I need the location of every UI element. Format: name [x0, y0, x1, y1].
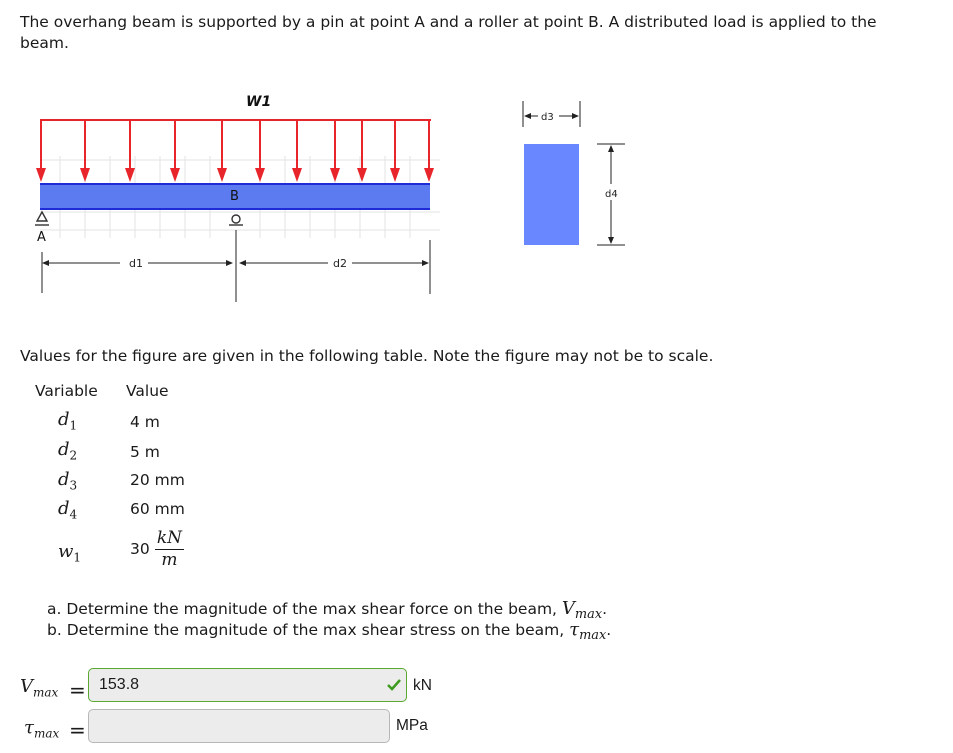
- vmax-label: $V_{max}$: [20, 676, 59, 700]
- d1-label: d1: [129, 257, 143, 270]
- value-d4: 60 mm: [130, 500, 185, 518]
- value-w1-unit: [155, 528, 184, 570]
- roller-support-b: [229, 215, 243, 225]
- unit-denominator: m: [161, 550, 178, 570]
- point-a-label: A: [37, 230, 46, 245]
- pin-support-a: [35, 212, 49, 225]
- value-d3: 20 mm: [130, 471, 185, 489]
- cross-section: [524, 144, 579, 245]
- check-icon: [386, 678, 402, 692]
- distributed-load-arrows: [36, 120, 434, 182]
- var-w1: $w_1$: [58, 541, 82, 565]
- value-w1-number: 30: [130, 540, 150, 558]
- var-d4: $d_4$: [58, 498, 78, 522]
- dimension-lines: [42, 230, 430, 302]
- header-variable: Variable: [35, 382, 98, 400]
- vmax-input[interactable]: [88, 668, 407, 702]
- tmax-label: $\tau_{max}$: [24, 717, 60, 741]
- d2-label: d2: [333, 257, 347, 270]
- tmax-input[interactable]: [88, 709, 390, 743]
- question-a: a. Determine the magnitude of the max shear force on the beam, $V_{max}$.: [47, 598, 608, 623]
- question-b: b. Determine the magnitude of the max shear stress on the beam, $\tau_{max}$.: [47, 619, 612, 644]
- beam-figure: [0, 80, 953, 310]
- tmax-unit: MPa: [396, 717, 428, 734]
- tmax-equals: =: [69, 718, 86, 742]
- value-w1: [130, 528, 184, 570]
- d4-label: d4: [605, 189, 618, 200]
- d3-label: d3: [541, 112, 554, 123]
- value-d2: 5 m: [130, 443, 160, 461]
- var-d2: $d_2$: [58, 439, 78, 463]
- load-label: W1: [246, 94, 272, 110]
- vmax-unit: kN: [413, 677, 432, 694]
- value-d1: 4 m: [130, 413, 160, 431]
- var-d3: $d_3$: [58, 469, 78, 493]
- problem-statement: The overhang beam is supported by a pin at point A and a roller at point B. A distributed load is applied to the beam.: [20, 13, 877, 52]
- point-b-label: B: [230, 189, 239, 204]
- unit-numerator: kN: [156, 528, 183, 548]
- vmax-equals: =: [69, 678, 86, 702]
- header-value: Value: [126, 382, 169, 400]
- var-d1: $d_1$: [58, 409, 78, 433]
- vmax-input-value: 153.8: [99, 676, 140, 693]
- table-note: Values for the figure are given in the following table. Note the figure may not be to scale.: [20, 347, 714, 365]
